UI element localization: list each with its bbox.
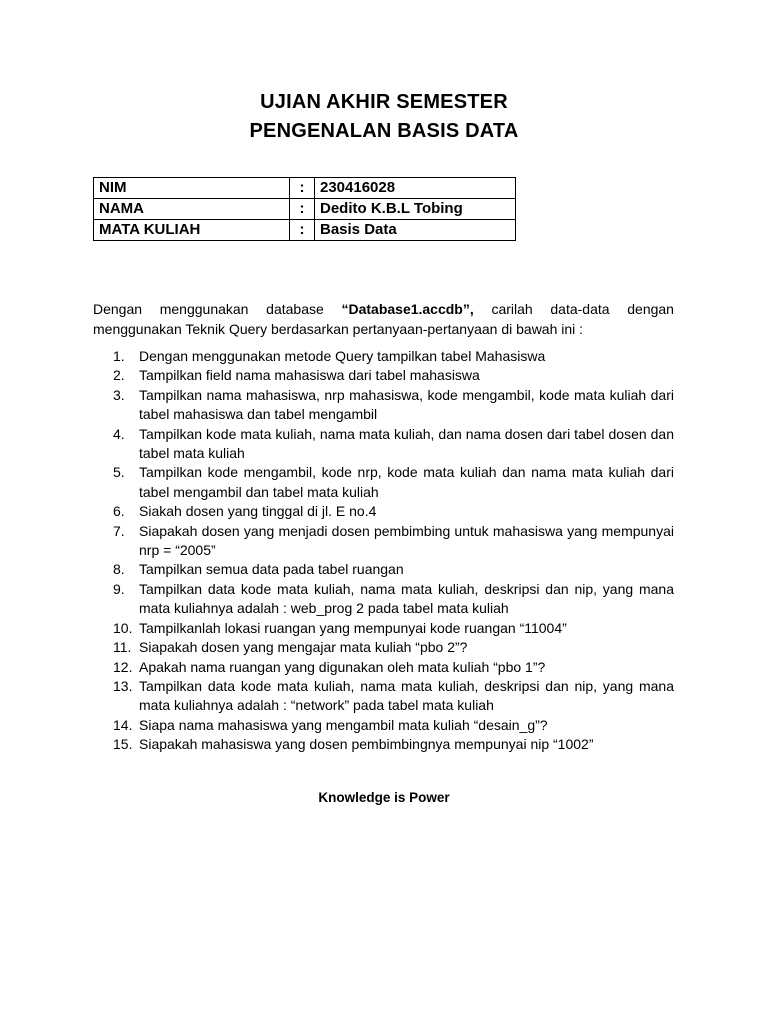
question-item — [93, 425, 674, 464]
student-info-table — [93, 177, 516, 241]
question-item — [93, 735, 674, 754]
instructions-line-1 — [93, 300, 674, 320]
question-text: Tampilkan semua data pada tabel ruangan — [139, 561, 404, 578]
question-text: Siapakah mahasiswa yang dosen pembimbingnya mempunyai nip “1002” — [139, 736, 594, 753]
intro-word: dengan — [627, 301, 674, 317]
exam-title: UJIAN AKHIR SEMESTER — [260, 91, 508, 113]
info-colon: : — [290, 199, 315, 220]
question-item — [93, 463, 674, 502]
question-number: 14. — [113, 716, 133, 733]
intro-word: menggunakan — [159, 301, 249, 317]
info-row-nim — [94, 178, 516, 199]
info-label: NAMA — [94, 199, 290, 220]
footer-motto: Knowledge is Power — [318, 790, 450, 805]
question-text: Tampilkan kode mata kuliah, nama mata kuliah, dan nama dosen dari tabel dosen dan tabel mata kuliah — [139, 425, 674, 462]
question-text: Tampilkan field nama mahasiswa dari tabel mahasiswa — [139, 367, 480, 384]
question-number: 13. — [113, 677, 133, 694]
question-item — [93, 366, 674, 385]
question-number: 7. — [113, 522, 125, 539]
question-number: 12. — [113, 658, 133, 675]
question-number: 8. — [113, 561, 125, 578]
question-item — [93, 716, 674, 735]
question-number: 2. — [113, 367, 125, 384]
question-number: 5. — [113, 464, 125, 481]
question-item — [93, 560, 674, 579]
question-text: Apakah nama ruangan yang digunakan oleh mata kuliah “pbo 1”? — [139, 658, 546, 675]
question-text: Tampilkan nama mahasiswa, nrp mahasiswa, kode mengambil, kode mata kuliah dari tabel mahasiswa dan tabel mengambil — [139, 386, 674, 423]
question-number: 3. — [113, 386, 125, 403]
instructions-paragraph — [93, 300, 674, 339]
instructions-line-2: menggunakan Teknik Query berdasarkan pertanyaan-pertanyaan di bawah ini : — [93, 320, 584, 337]
question-number: 9. — [113, 580, 125, 597]
question-item — [93, 658, 674, 677]
question-item — [93, 638, 674, 657]
question-text: Tampilkan data kode mata kuliah, nama mata kuliah, deskripsi dan nip, yang mana mata kuliahnya adalah : web_prog 2 pada tabel mata kuliah — [139, 580, 674, 617]
intro-word: carilah — [491, 301, 533, 317]
question-number: 6. — [113, 503, 125, 520]
question-item — [93, 580, 674, 619]
info-row-mata-kuliah — [94, 220, 516, 241]
question-text: Siapa nama mahasiswa yang mengambil mata kuliah “desain_g”? — [139, 716, 548, 733]
question-list — [93, 347, 674, 755]
question-text: Tampilkanlah lokasi ruangan yang mempunyai kode ruangan “11004” — [139, 619, 567, 636]
question-item — [93, 347, 674, 366]
intro-word: data-data — [550, 301, 610, 317]
intro-word: Dengan — [93, 301, 143, 317]
course-title: PENGENALAN BASIS DATA — [249, 120, 519, 142]
question-item — [93, 386, 674, 425]
question-number: 11. — [113, 639, 132, 656]
info-value: Dedito K.B.L Tobing — [315, 199, 516, 220]
info-colon: : — [290, 220, 315, 241]
question-number: 1. — [113, 348, 125, 364]
question-text: Siakah dosen yang tinggal di jl. E no.4 — [139, 503, 377, 520]
database-filename: “Database1.accdb”, — [341, 301, 474, 317]
question-number: 4. — [113, 425, 125, 442]
question-text: Siapakah dosen yang menjadi dosen pembimbing untuk mahasiswa yang mempunyai nrp = “2005” — [139, 522, 674, 559]
question-item — [93, 502, 674, 521]
question-number: 10. — [113, 619, 133, 636]
question-number: 15. — [113, 736, 133, 753]
intro-word: database — [266, 301, 324, 317]
info-colon: : — [290, 178, 315, 199]
question-item — [93, 677, 674, 716]
info-row-nama — [94, 199, 516, 220]
info-label: NIM — [94, 178, 290, 199]
question-item — [93, 522, 674, 561]
info-value: 230416028 — [315, 178, 516, 199]
question-text: Tampilkan kode mengambil, kode nrp, kode mata kuliah dan nama mata kuliah dari tabel mengambil dan tabel mata kuliah — [139, 464, 674, 500]
question-text: Tampilkan data kode mata kuliah, nama mata kuliah, deskripsi dan nip, yang mana mata kuliahnya adalah : “network” pada tabel mata kuliah — [139, 677, 674, 714]
question-text: Siapakah dosen yang mengajar mata kuliah “pbo 2”? — [139, 639, 468, 656]
question-item — [93, 619, 674, 638]
question-text: Dengan menggunakan metode Query tampilkan tabel Mahasiswa — [139, 348, 546, 364]
info-value: Basis Data — [315, 220, 516, 241]
info-label: MATA KULIAH — [94, 220, 290, 241]
